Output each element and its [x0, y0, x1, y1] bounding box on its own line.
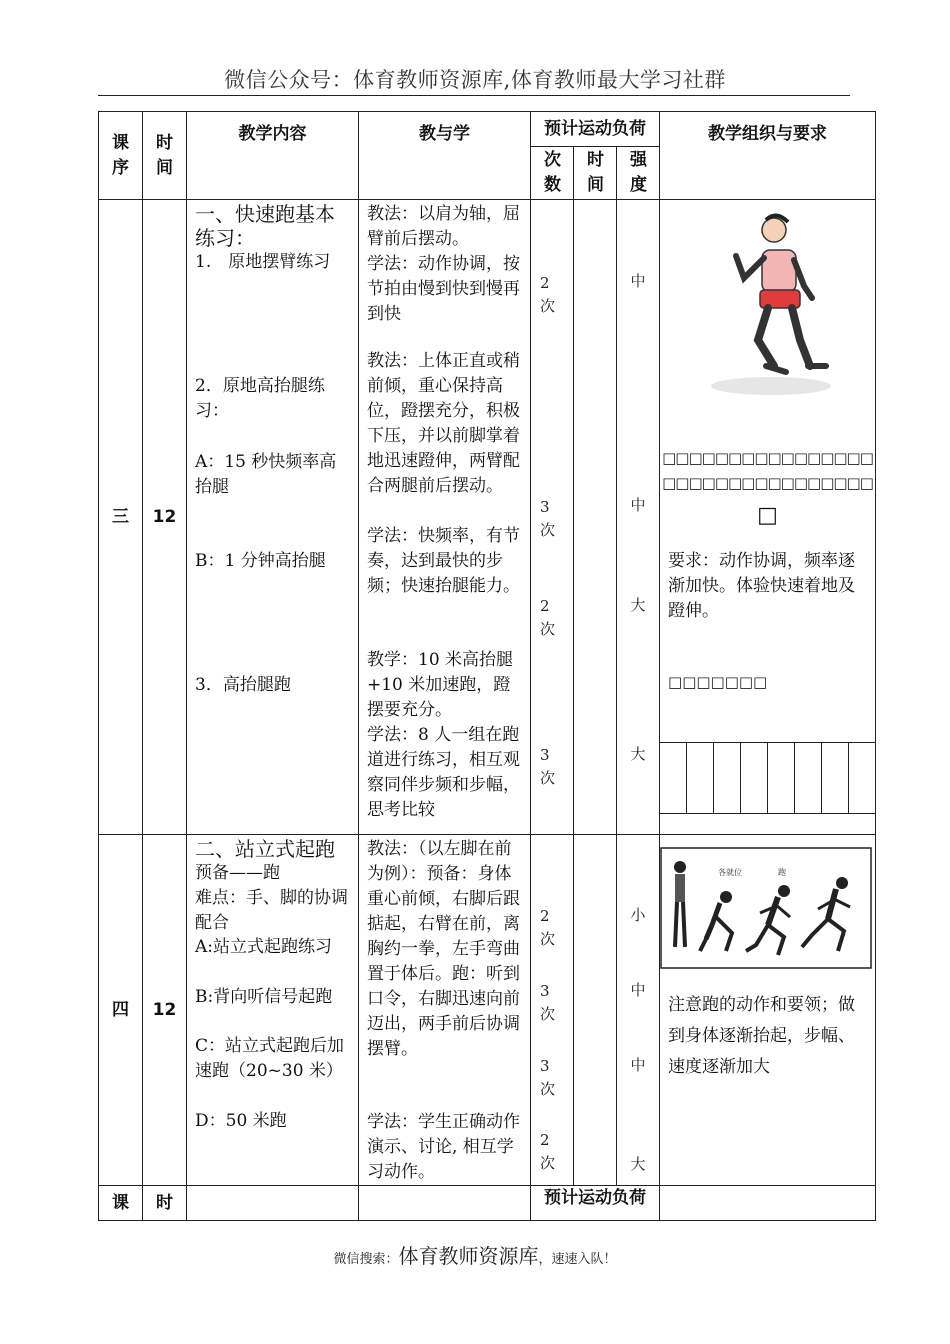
row1-count-2: 3次	[540, 498, 556, 539]
header-count-label: 次数	[544, 150, 561, 195]
row2-content-l6: D：50 米跑	[195, 1111, 287, 1131]
row1-content-item3: 3．高抬腿跑	[195, 675, 291, 695]
row1-org	[660, 200, 876, 835]
header-org: 教学组织与要求	[660, 112, 876, 200]
row1-counts	[531, 200, 574, 835]
header-duration-label: 时间	[587, 150, 604, 195]
footer-brand: 体育教师资源库	[398, 1244, 539, 1268]
row3-time: 时	[143, 1186, 187, 1221]
header-rule	[98, 95, 850, 96]
header-time	[143, 112, 187, 200]
row1-content	[187, 200, 359, 835]
row1-time: 12	[143, 200, 187, 835]
row2-seq: 四	[99, 835, 143, 1186]
row2-content-l4: B:背向听信号起跑	[195, 987, 333, 1007]
row1-duration	[574, 200, 617, 835]
start-sequence-illustration	[660, 847, 872, 969]
row1-org-grid	[660, 742, 875, 814]
row3-teach	[359, 1186, 531, 1221]
row2-teach-p1: 教法：（以左脚在前为例）：预备：身体重心前倾，右脚后跟掂起，右臂在前，离胸约一拳，左手弯曲置于体后。跑：听到口令，右脚迅速向前迈出，两手前后协调摆臂。	[367, 839, 520, 1059]
row1-teach-p4: 学法：快频率，有节奏，达到最快的步频；快速抬腿能力。	[367, 526, 520, 596]
row1-content-item2: 2．原地高抬腿练习：	[195, 376, 325, 421]
header-seq-label: 课序	[112, 132, 129, 178]
row1-teach-p3: 教法：上体正直或稍前倾，重心保持高位，蹬摆充分，积极下压，并以前脚掌着地迅速蹬伸，两臂配合两腿前后摆动。	[367, 351, 520, 496]
footer-prefix: 微信搜索：	[333, 1252, 399, 1267]
row1-intensity-3: 大	[630, 596, 646, 614]
row1-org-boxes-3: □□□□□□□	[668, 673, 768, 691]
row2-count-1: 2次	[540, 907, 556, 948]
row1-teach-p6: 学法：8 人一组在跑道进行练习，相互观察同伴步频和步幅，思考比较	[367, 725, 520, 820]
row1-teach-p5: 教学：10 米高抬腿+10 米加速跑，蹬摆要充分。	[367, 650, 514, 720]
row1-content-item2b: B：1 分钟高抬腿	[195, 551, 326, 571]
row2-content-l2: 难点：手、脚的协调配合	[195, 888, 348, 933]
row1-count-1: 2次	[540, 274, 556, 315]
table-row	[99, 1186, 876, 1221]
header-seq	[99, 112, 143, 200]
figure-label-run: 跑	[778, 868, 787, 877]
row2-content-l3: A:站立式起跑练习	[195, 937, 333, 957]
page-footer	[0, 1240, 950, 1269]
header-duration	[574, 147, 617, 200]
row2-teach	[359, 835, 531, 1186]
row1-count-4: 3次	[540, 746, 556, 787]
row2-time: 12	[143, 835, 187, 1186]
row2-count-2: 3次	[540, 982, 556, 1023]
row2-intensity-2: 中	[630, 981, 646, 999]
footer-suffix: ，速速入队！	[538, 1252, 617, 1267]
row3-seq: 课	[99, 1186, 143, 1221]
row2-content-l1: 预备——跑	[195, 863, 280, 883]
row2-count-3: 3次	[540, 1057, 556, 1098]
row1-intensity-1: 中	[630, 272, 646, 290]
header-count	[531, 147, 574, 200]
row2-content-l5: C：站立式起跑后加速跑（20~30 米）	[195, 1036, 345, 1081]
page-header: 微信公众号：体育教师资源库,体育教师最大学习社群	[224, 68, 726, 92]
header-time-label: 时间	[156, 132, 173, 178]
row1-org-box-single: □	[757, 503, 778, 528]
row2-intensity-3: 中	[630, 1056, 646, 1074]
row1-teach-p1: 教法：以肩为轴，屈臂前后摆动。	[367, 204, 520, 249]
row1-teach	[359, 200, 531, 835]
row1-teach-p2: 学法：动作协调，按节拍由慢到快到慢再到快	[367, 254, 520, 324]
header-intensity-label: 强度	[630, 150, 647, 195]
row1-content-item2a: A：15 秒快频率高抬腿	[195, 452, 337, 497]
row3-org	[660, 1186, 876, 1221]
row2-count-4: 2次	[540, 1131, 556, 1172]
row1-count-3: 2次	[540, 597, 556, 638]
row2-counts	[531, 835, 574, 1186]
row2-content	[187, 835, 359, 1186]
row2-org-requirement: 注意跑的动作和要领；做到身体逐渐抬起，步幅、速度逐渐加大	[668, 995, 856, 1077]
row3-content	[187, 1186, 359, 1221]
row2-intensities	[617, 835, 660, 1186]
row2-intensity-1: 小	[630, 906, 646, 924]
row2-teach-p2: 学法：学生正确动作演示、讨论, 相互学习动作。	[367, 1112, 520, 1182]
header-teach: 教与学	[359, 112, 531, 200]
row1-org-boxes-1: □□□□□□□□□□□□□□□□	[662, 449, 873, 467]
header-intensity	[617, 147, 660, 200]
row2-intensity-4: 大	[630, 1155, 646, 1173]
row2-content-title: 二、站立式起跑	[195, 837, 335, 861]
row1-org-boxes-2: □□□□□□□□□□□□□□□□	[662, 474, 873, 492]
row1-seq: 三	[99, 200, 143, 835]
figure-label-ready: 各就位	[718, 868, 743, 877]
header-load: 预计运动负荷	[531, 112, 660, 147]
row1-intensity-4: 大	[630, 745, 646, 763]
row1-org-requirement: 要求：动作协调，频率逐渐加快。体验快速着地及蹬伸。	[668, 551, 856, 621]
table-row	[99, 835, 876, 1186]
row2-duration	[574, 835, 617, 1186]
table-row	[99, 200, 876, 835]
row1-intensity-2: 中	[630, 496, 646, 514]
lesson-plan-table	[98, 111, 876, 1221]
header-content: 教学内容	[187, 112, 359, 200]
row1-intensities	[617, 200, 660, 835]
row1-content-item1: 1. 原地摆臂练习	[195, 252, 331, 272]
row1-content-title: 一、快速跑基本练习：	[195, 202, 335, 250]
runner-illustration	[696, 208, 846, 403]
row3-load: 预计运动负荷	[531, 1186, 660, 1221]
row2-org	[660, 835, 876, 1186]
